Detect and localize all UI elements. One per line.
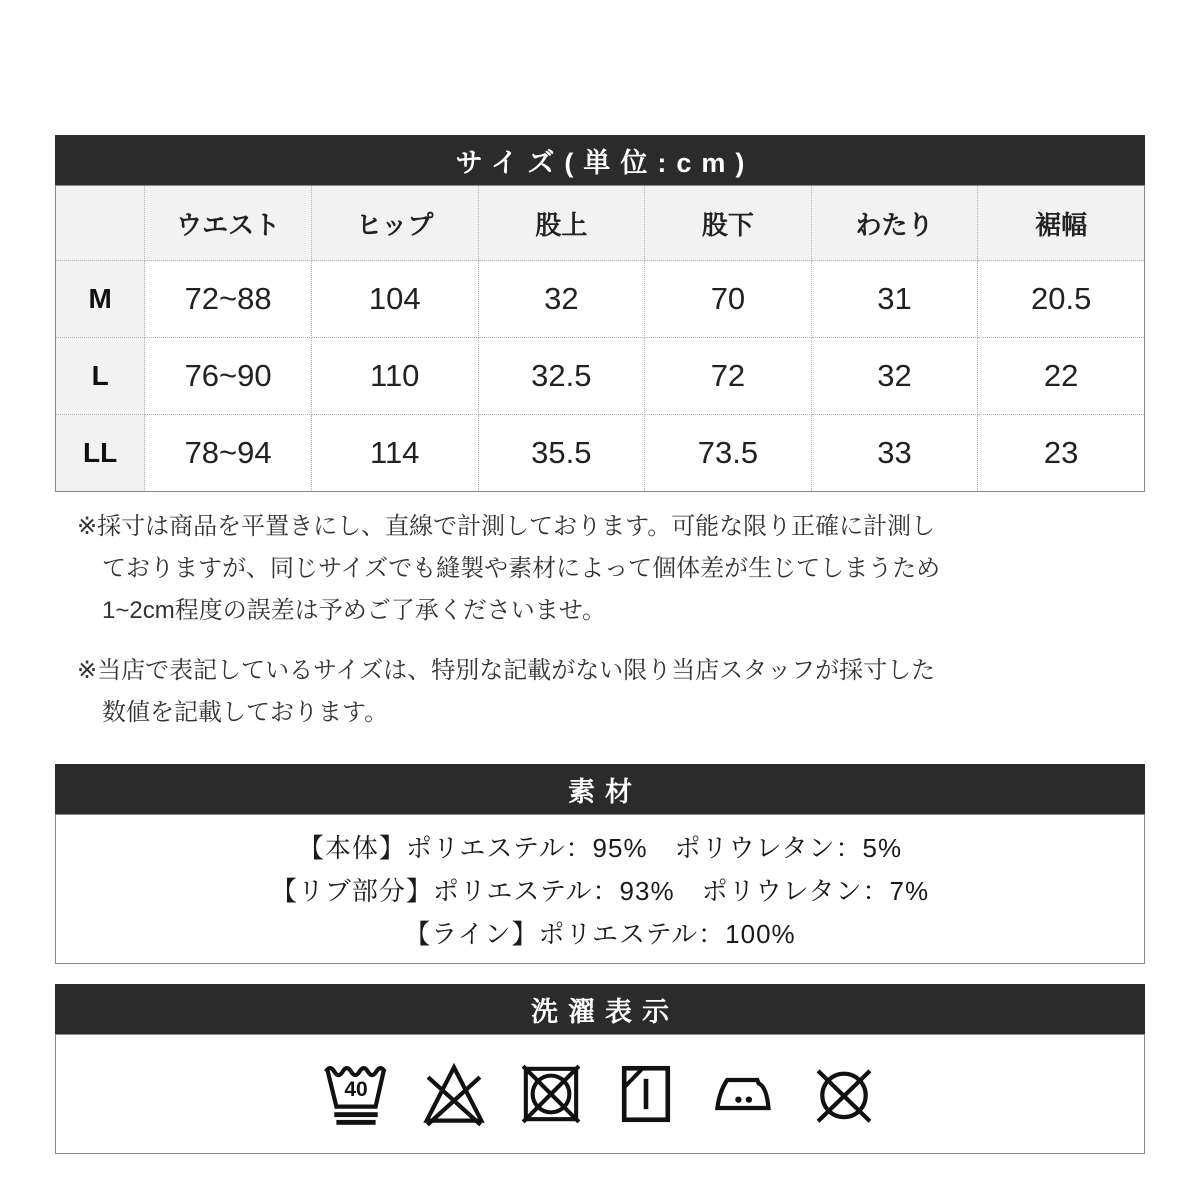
- product-spec-page: [55, 0, 1145, 1154]
- cell-value: 32: [811, 338, 978, 415]
- table-row-size-ll: [56, 415, 1145, 492]
- measurement-notes: [77, 506, 1145, 734]
- cell-value: 104: [311, 261, 478, 338]
- cell-value: 72~88: [145, 261, 312, 338]
- table-row-size-m: [56, 261, 1145, 338]
- cell-value: 114: [311, 415, 478, 492]
- cell-value: 22: [978, 338, 1145, 415]
- column-header-inseam: 股下: [645, 186, 812, 261]
- row-label: L: [56, 338, 145, 415]
- note-line: ※当店で表記しているサイズは、特別な記載がない限り当店スタッフが採寸した: [77, 657, 936, 684]
- column-header-thigh: わたり: [811, 186, 978, 261]
- cell-value: 35.5: [478, 415, 645, 492]
- cell-value: 72: [645, 338, 812, 415]
- cell-value: 78~94: [145, 415, 312, 492]
- cell-value: 73.5: [645, 415, 812, 492]
- cell-value: 31: [811, 261, 978, 338]
- laundry-icons-row: [55, 1034, 1145, 1154]
- cell-value: 110: [311, 338, 478, 415]
- material-line-body: 【本体】ポリエステル：95% ポリウレタン：5%: [297, 832, 903, 863]
- material-section: [55, 764, 1145, 964]
- laundry-section: [55, 984, 1145, 1154]
- iron-medium-two-dots-icon: [707, 1059, 781, 1129]
- material-line-line: 【ライン】ポリエステル：100%: [404, 918, 796, 949]
- material-section-title: 素材: [55, 764, 1145, 814]
- svg-text:40: 40: [344, 1078, 368, 1102]
- cell-value: 33: [811, 415, 978, 492]
- table-row-size-l: [56, 338, 1145, 415]
- cell-value: 32.5: [478, 338, 645, 415]
- column-header-hem: 裾幅: [978, 186, 1145, 261]
- note-line: 数値を記載しております。: [102, 699, 389, 726]
- cell-value: 70: [645, 261, 812, 338]
- no-dry-clean-icon: [809, 1059, 879, 1129]
- note-measurement-accuracy: [77, 506, 1145, 632]
- no-tumble-dry-icon: [517, 1060, 585, 1128]
- column-header-rise: 股上: [478, 186, 645, 261]
- size-table-header-row: [56, 186, 1145, 261]
- note-line: ておりますが、同じサイズでも縫製や素材によって個体差が生じてしまうため: [102, 555, 941, 582]
- size-table: [55, 185, 1145, 492]
- size-table-corner-cell: [56, 186, 145, 261]
- note-staff-measured: [77, 650, 1145, 734]
- wash-40-very-gentle-icon: [321, 1059, 391, 1129]
- cell-value: 32: [478, 261, 645, 338]
- no-bleach-icon: [419, 1059, 489, 1129]
- laundry-section-title: 洗濯表示: [55, 984, 1145, 1034]
- column-header-waist: ウエスト: [145, 186, 312, 261]
- size-section-title: サイズ(単位:cm): [55, 135, 1145, 185]
- cell-value: 23: [978, 415, 1145, 492]
- size-chart-section: [55, 135, 1145, 492]
- material-body: [55, 814, 1145, 964]
- line-dry-in-shade-icon: [613, 1061, 679, 1127]
- note-line: 1~2cm程度の誤差は予めご了承くださいませ。: [102, 597, 606, 624]
- row-label: M: [56, 261, 145, 338]
- cell-value: 76~90: [145, 338, 312, 415]
- column-header-hip: ヒップ: [311, 186, 478, 261]
- row-label: LL: [56, 415, 145, 492]
- material-line-rib: 【リブ部分】ポリエステル：93% ポリウレタン：7%: [270, 875, 930, 906]
- note-line: ※採寸は商品を平置きにし、直線で計測しております。可能な限り正確に計測し: [77, 513, 936, 540]
- cell-value: 20.5: [978, 261, 1145, 338]
